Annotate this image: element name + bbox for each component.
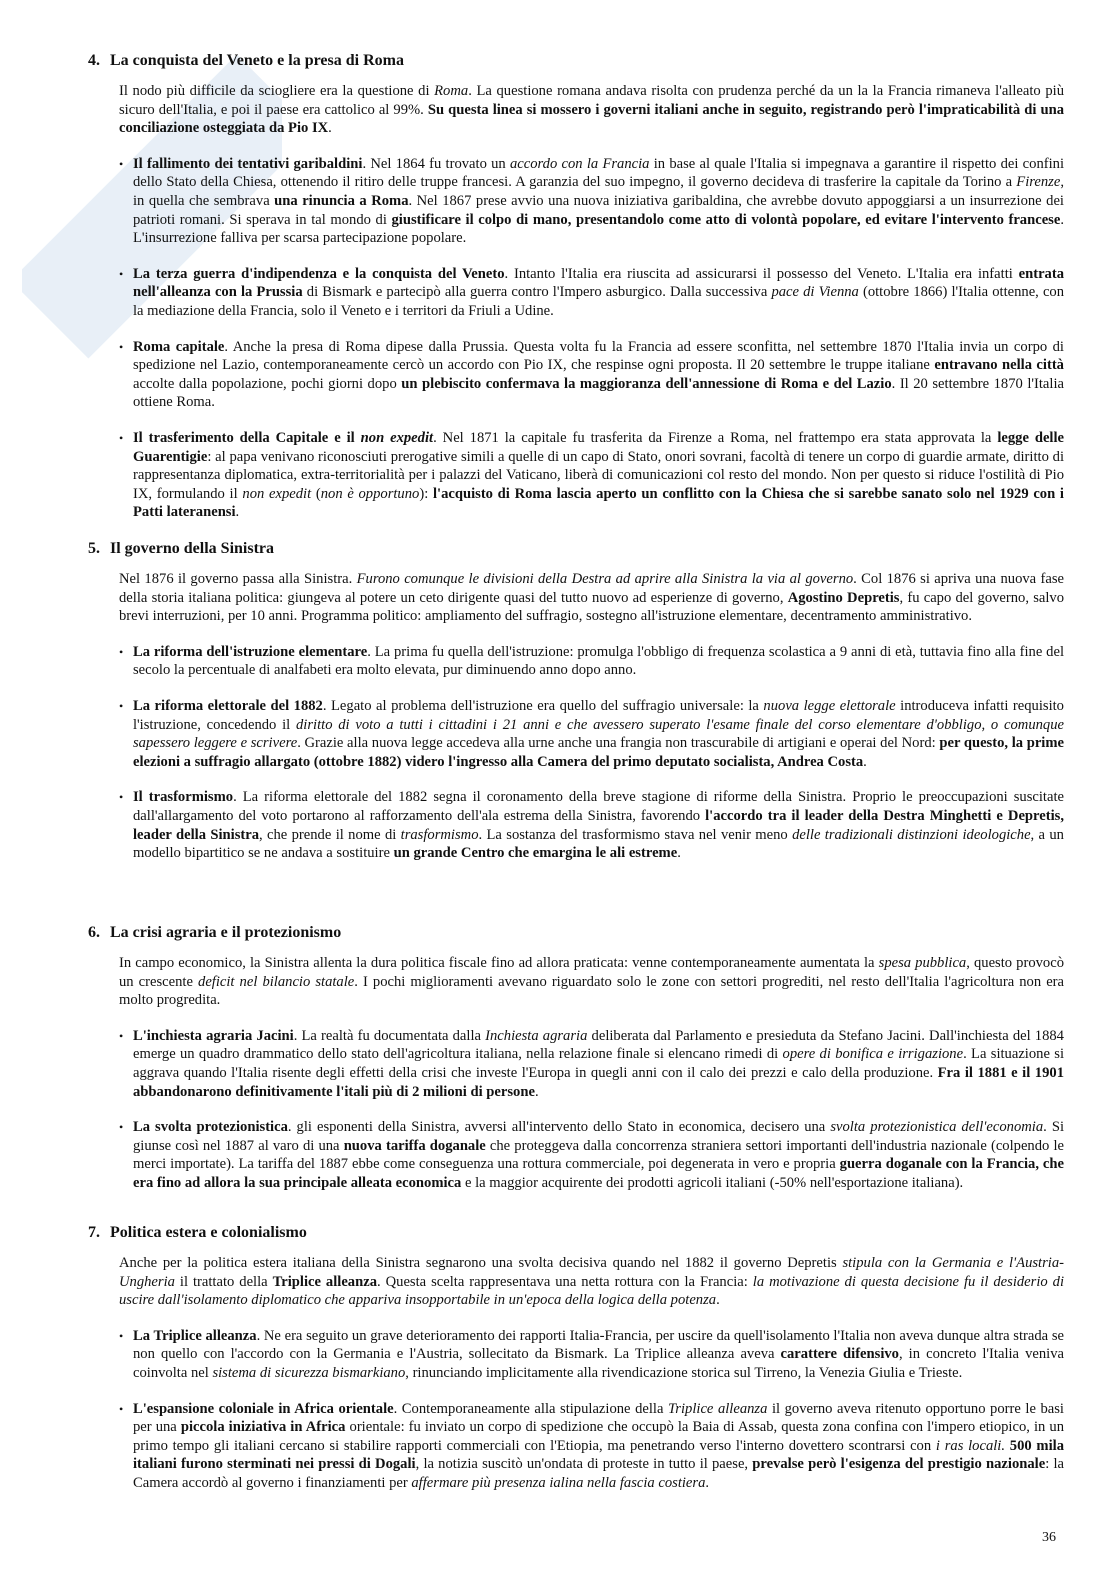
list-item: • L'inchiesta agraria Jacini. La realtà fu documentata dalla Inchiesta agraria deliberata dal Parlamento e presieduta da Stefano Jacini. Dall'inchiesta del 1884 emerge un quadro drammatico dello stato dell'agricoltura italiana, nella relazione finale si elencano rimedi di opere di bonifica e irrigazione. La situazione si aggrava quando l'Italia risente degli effetti della crisi che investe l'Europa in quegli anni con il calo dei prezzi e calo della produzione. Fra il 1881 e il 1901 abbandonarono definitivamente l'itali più di 2 milioni di persone. [119,1027,1064,1100]
section-5 [88,538,1064,863]
section-intro: Nel 1876 il governo passa alla Sinistra. Furono comunque le divisioni della Destra ad aprire alla Sinistra la via al governo. Col 1876 si apriva una nuova fase della storia italiana politica: giungeva al potere un ceto dirigente quasi del tutto nuovo ad esperienze di governo, Agostino Depretis, fu capo del governo, salvo brevi interruzioni, per 10 anni. Programma politico: ampliamento del suffragio, sostegno all'istruzione elementare, decentramento amministrativo. [119,571,1065,625]
section-heading: 4. La conquista del Veneto e la presa di Roma [88,52,404,69]
list-item: • La Triplice alleanza. Ne era seguito un grave deterioramento dei rapporti Italia-Francia, per uscire da quell'isolamento l'Italia non aveva dunque altra strada se non quello con l'accordo con la Germania e l'Austria, sollecitato da Bismark. La Triplice alleanza aveva carattere difensivo, in concreto l'Italia veniva coinvolta nel sistema di sicurezza bismarkiano, rinunciando implicitamente alla rivendicazione storica sul Tirreno, la Venezia Giulia e Trieste. [119,1327,1064,1381]
list-item: • Il fallimento dei tentativi garibaldini. Nel 1864 fu trovato un accordo con la Francia in base al quale l'Italia si impegnava a garantire il rispetto dei confini dello Stato della Chiesa, ottenendo il ritiro delle truppe francesi. A garanzia del suo impegno, il governo decideva di trasferire la capitale da Torino a Firenze, in quella che sembrava una rinuncia a Roma. Nel 1867 prese avvio una nuova iniziativa garibaldina, che avrebbe dovuto appoggiarsi a un insurrezione dei patrioti romani. Si sperava in tal mondo di giustificare il colpo di mano, presentandolo come atto di volontà popolare, ed evitare l'intervento francese. L'insurrezione falliva per scarsa partecipazione popolare. [119,155,1065,247]
list-item: • Il trasferimento della Capitale e il non expedit. Nel 1871 la capitale fu trasferita da Firenze a Roma, nel frattempo era stata approvata la legge delle Guarentigie: al papa venivano riconosciuti prerogative simili a quelle di un capo di Stato, onori sovrani, facoltà di tenere un corpo di guardie armate, diritto di rappresentanza diplomatica, extra-territorialità per i palazzi del Vaticano, liberà di comunicazioni col resto del mondo. Non per questo si riduce l'ostilità di Pio IX, formulando il non expedit (non è opportuno): l'acquisto di Roma lascia aperto un conflitto con la Chiesa che si sarebbe sanato solo nel 1929 con i Patti lateranensi. [119,429,1065,521]
list-item: • La riforma dell'istruzione elementare. La prima fu quella dell'istruzione: promulga l'obbligo di frequenza scolastica a 9 anni di età, tuttavia fino alla fine del secolo la percentuale di analfabeti era molto elevata, pur diminuendo anno dopo anno. [119,643,1064,679]
list-item: • Il trasformismo. La riforma elettorale del 1882 segna il coronamento della breve stagione di riforme della Sinistra. Proprio le preoccupazioni suscitate dall'allargamento del voto portarono al rafforzamento dell'ala estrema della Sinistra, favorendo l'accordo tra il leader della Destra Minghetti e Depretis, leader della Sinistra, che prende il nome di trasformismo. La sostanza del trasformismo stava nel venir meno delle tradizionali distinzioni ideologiche, a un modello bipartitico se ne andava a sostituire un grande Centro che emargina le ali estreme. [119,789,1064,862]
section-7 [88,1222,1064,1493]
section-4 [88,50,1064,522]
list-item: • La riforma elettorale del 1882. Legato al problema dell'istruzione era quello del suffragio universale: la nuova legge elettorale introduceva infatti requisito l'istruzione, concedendo il diritto di voto a tutti i cittadini i 21 anni e che avessero superato l'esame finale del corso elementare d'obbligo, o comunque sapessero leggere e scrivere. Grazie alla nuova legge accedeva alla urne anche una frangia non trascurabile di artigiani e operai del Nord: per questo, la prime elezioni a suffragio allargato (ottobre 1882) videro l'ingresso alla Camera del primo deputato socialista, Andrea Costa. [119,697,1064,770]
section-6 [88,922,1064,1193]
page-number: 36 [1042,1530,1056,1545]
list-item: • La terza guerra d'indipendenza e la conquista del Veneto. Intanto l'Italia era riuscita ad assicurarsi il possesso del Veneto. L'Italia era infatti entrata nell'alleanza con la Prussia di Bismark e partecipò alla guerra contro l'Impero asburgico. Dalla successiva pace di Vienna (ottobre 1866) l'Italia ottenne, con la mediazione della Francia, solo il Veneto e i territori da Friuli a Udine. [119,265,1065,319]
section-intro: Anche per la politica estera italiana della Sinistra segnarono una svolta decisiva quando nel 1882 il governo Depretis stipula con la Germania e l'Austria-Ungheria il trattato della Triplice alleanza. Questa scelta rappresentava una netta rottura con la Francia: la motivazione di questa decisione fu il desiderio di uscire dall'isolamento diplomatico che appariva insopportabile in un'epoca della logica della potenza. [119,1255,1064,1309]
section-heading: 6. La crisi agraria e il protezionismo [88,924,342,941]
section-intro: Il nodo più difficile da sciogliere era la questione di Roma. La questione romana andava risolta con prudenza perché da un la la Francia rimaneva l'alleato più sicuro dell'Italia, e poi il paese era cattolico al 99%. Su questa linea si mossero i governi italiani anche in seguito, registrando però l'impraticabilità di una conciliazione osteggiata da Pio IX. [119,83,1064,137]
section-heading: 5. Il governo della Sinistra [88,540,275,557]
section-intro: In campo economico, la Sinistra allenta la dura politica fiscale fino ad allora praticata: venne contemporaneamente aumentata la spesa pubblica, questo provocò un crescente deficit nel bilancio statale. I pochi miglioramenti avevano riguardato solo le zone con settori progrediti, nel resto dell'Italia l'agricoltura non era molto progredita. [119,955,1065,1009]
list-item: • L'espansione coloniale in Africa orientale. Contemporaneamente alla stipulazione della Triplice alleanza il governo aveva ritenuto opportuno porre le basi per una piccola iniziativa in Africa orientale: fu inviato un corpo di spedizione che occupò la Baia di Assab, questa zona confina con l'impero etiopico, in un primo tempo gli italiani cercano si stabilire rapporti commerciali con l'Etiopia, ma penetrando verso l'interno dovettero scontrarsi con i ras locali. 500 mila italiani furono sterminati nei pressi di Dogali, la notizia suscitò un'ondata di proteste in tutto il paese, prevalse però l'esigenza del prestigio nazionale: la Camera accordò al governo i finanziamenti per affermare più presenza ialina nella fascia costiera. [119,1400,1064,1491]
list-item: • La svolta protezionistica. gli esponenti della Sinistra, avversi all'intervento dello Stato in economica, decisero una svolta protezionistica dell'economia. Si giunse così nel 1887 al varo di una nuova tariffa doganale che proteggeva dalla concorrenza straniera settori importanti dell'industria nazionale (colpendo le merci importate). La tariffa del 1887 ebbe come conseguenza una rottura commerciale, poi degenerata in vero e propria guerra doganale con la Francia, che era fino ad allora la sua principale alleata economica e la maggior acquirente dei prodotti agricoli italiani (-50% nell'esportazione italiana). [119,1119,1065,1191]
section-heading: 7. Politica estera e colonialismo [88,1224,307,1241]
list-item: • Roma capitale. Anche la presa di Roma dipese dalla Prussia. Questa volta fu la Francia ad essere sconfitta, nel settembre 1870 l'Italia invia un corpo di spedizione nel Lazio, contemporaneamente cercò un accordo con Pio IX, che respinse ogni proposta. Il 20 settembre le truppe italiane entravano nella città accolte dalla popolazione, pochi giorni dopo un plebiscito confermava la maggioranza dell'annessione di Roma e del Lazio. Il 20 settembre 1870 l'Italia ottiene Roma. [119,338,1065,411]
